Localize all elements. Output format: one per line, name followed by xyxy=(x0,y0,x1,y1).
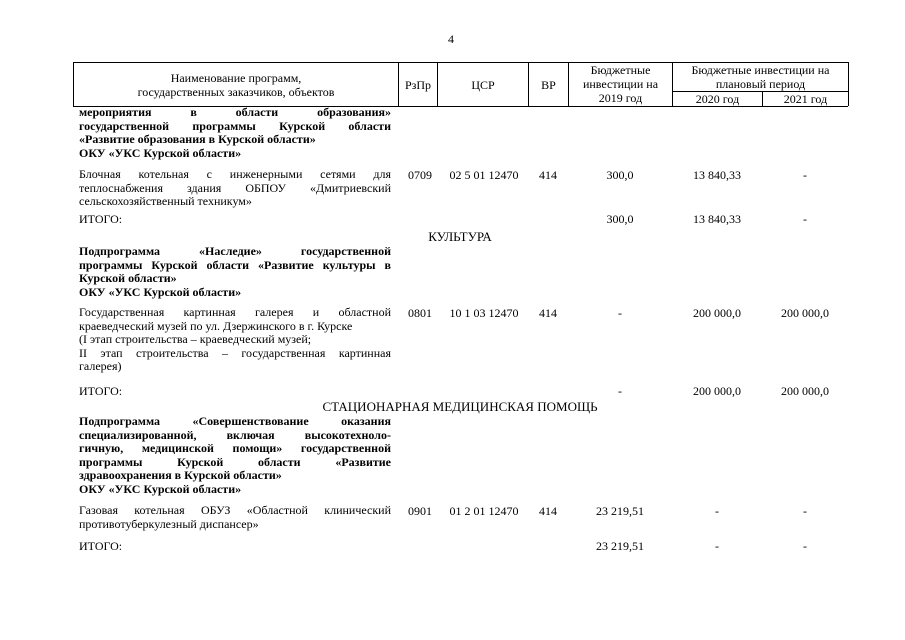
program-title-line: программы Курской области «Развитие культуры в xyxy=(79,257,391,272)
block1-total-2021: - xyxy=(803,212,807,226)
header-vr: ВР xyxy=(541,78,556,92)
program-title-line: программы Курской области «Развитие xyxy=(79,454,391,469)
block1-total-2020: 13 840,33 xyxy=(693,212,741,226)
program-title-line: «Развитие образования в Курской области» xyxy=(79,132,316,147)
customer-name: ОКУ «УКС Курской области» xyxy=(79,284,242,299)
block2-total-2020: 200 000,0 xyxy=(693,384,741,398)
block2-total-label: ИТОГО: xyxy=(79,384,123,398)
block3-total-label: ИТОГО: xyxy=(79,539,123,553)
program-title-line: государственной программы Курской области xyxy=(79,118,391,133)
block1-vr: 414 xyxy=(539,168,557,182)
block3-rzpr: 0901 xyxy=(408,504,432,518)
block1-total-label: ИТОГО: xyxy=(79,212,123,226)
block1-program-title xyxy=(79,106,391,160)
object-name-line: Газовая котельная ОБУЗ «Областной клинический xyxy=(79,503,391,517)
header-right-border xyxy=(848,62,849,106)
block1-rzpr: 0709 xyxy=(408,168,432,182)
header-name xyxy=(74,71,398,99)
block2-object-name xyxy=(79,306,391,374)
header-year-2021: 2021 год xyxy=(783,92,828,106)
header-name-line: государственных заказчиков, объектов xyxy=(137,85,335,99)
customer-name: ОКУ «УКС Курской области» xyxy=(79,145,242,160)
header-planned-period xyxy=(673,63,848,91)
program-title-line: Подпрограмма «Наследие» государственной xyxy=(79,244,391,258)
section-heading-culture: КУЛЬТУРА xyxy=(428,229,492,244)
program-title-line: специализированной, включая высокотехноло- xyxy=(79,427,391,442)
block2-rzpr: 0801 xyxy=(408,306,432,320)
section-heading-medical: СТАЦИОНАРНАЯ МЕДИЦИНСКАЯ ПОМОЩЬ xyxy=(322,399,598,414)
block2-vr: 414 xyxy=(539,306,557,320)
block3-object-name xyxy=(79,504,391,531)
program-title-line: гичную, медицинской помощи» государственной xyxy=(79,441,391,456)
block3-total-2020: - xyxy=(715,539,719,553)
header-budget-2019 xyxy=(569,63,672,105)
block1-budget-2021: - xyxy=(803,168,807,182)
block3-budget-2021: - xyxy=(803,504,807,518)
object-name-line: сельскохозяйственный техникум» xyxy=(79,194,252,209)
header-budget-2019-line: Бюджетные xyxy=(590,63,651,77)
block3-total-2019: 23 219,51 xyxy=(596,539,644,553)
object-name-line: краеведческий музей по ул. Дзержинского в г. Курске xyxy=(79,318,353,333)
block2-program-title xyxy=(79,245,391,299)
block2-budget-2021: 200 000,0 xyxy=(781,306,829,320)
object-name-line: Государственная картинная галерея и областной xyxy=(79,305,391,319)
header-budget-2019-line: 2019 год xyxy=(598,91,643,105)
block3-program-title xyxy=(79,415,391,497)
block1-total-2019: 300,0 xyxy=(606,212,634,226)
customer-name: ОКУ «УКС Курской области» xyxy=(79,481,242,496)
object-name-line: II этап строительства – государственная картинная xyxy=(79,345,391,360)
object-name-line: Блочная котельная с инженерными сетями для xyxy=(79,167,391,181)
header-rzpr: РзПр xyxy=(404,78,432,92)
header-csr: ЦСР xyxy=(471,78,495,92)
block1-budget-2019: 300,0 xyxy=(606,168,634,182)
header-planned-line: плановый период xyxy=(715,77,806,91)
block3-total-2021: - xyxy=(803,539,807,553)
object-name-line: противотуберкулезный диспансер» xyxy=(79,516,259,531)
page-number: 4 xyxy=(448,32,454,46)
block2-csr: 10 1 03 12470 xyxy=(449,306,519,320)
block1-csr: 02 5 01 12470 xyxy=(449,168,519,182)
block3-csr: 01 2 01 12470 xyxy=(449,504,519,518)
object-name-line: (I этап строительства – краеведческий музей; xyxy=(79,332,312,347)
object-name-line: галерея) xyxy=(79,359,122,374)
program-title-line: мероприятия в области образования» xyxy=(79,105,391,119)
block2-budget-2020: 200 000,0 xyxy=(693,306,741,320)
block1-object-name xyxy=(79,168,391,209)
block3-vr: 414 xyxy=(539,504,557,518)
header-planned-line: Бюджетные инвестиции на xyxy=(691,63,830,77)
block1-budget-2020: 13 840,33 xyxy=(693,168,741,182)
object-name-line: теплоснабжения здания ОБПОУ «Дмитриевский xyxy=(79,180,391,195)
header-budget-2019-line: инвестиции на xyxy=(582,77,659,91)
header-year-2020: 2020 год xyxy=(695,92,740,106)
header-name-line: Наименование программ, xyxy=(170,71,302,85)
block2-total-2021: 200 000,0 xyxy=(781,384,829,398)
program-title-line: здравоохранения в Курской области» xyxy=(79,468,282,483)
program-title-line: Курской области» xyxy=(79,271,177,286)
block2-total-2019: - xyxy=(618,384,622,398)
program-title-line: Подпрограмма «Совершенствование оказания xyxy=(79,414,391,428)
block2-budget-2019: - xyxy=(618,306,622,320)
block3-budget-2019: 23 219,51 xyxy=(596,504,644,518)
block3-budget-2020: - xyxy=(715,504,719,518)
